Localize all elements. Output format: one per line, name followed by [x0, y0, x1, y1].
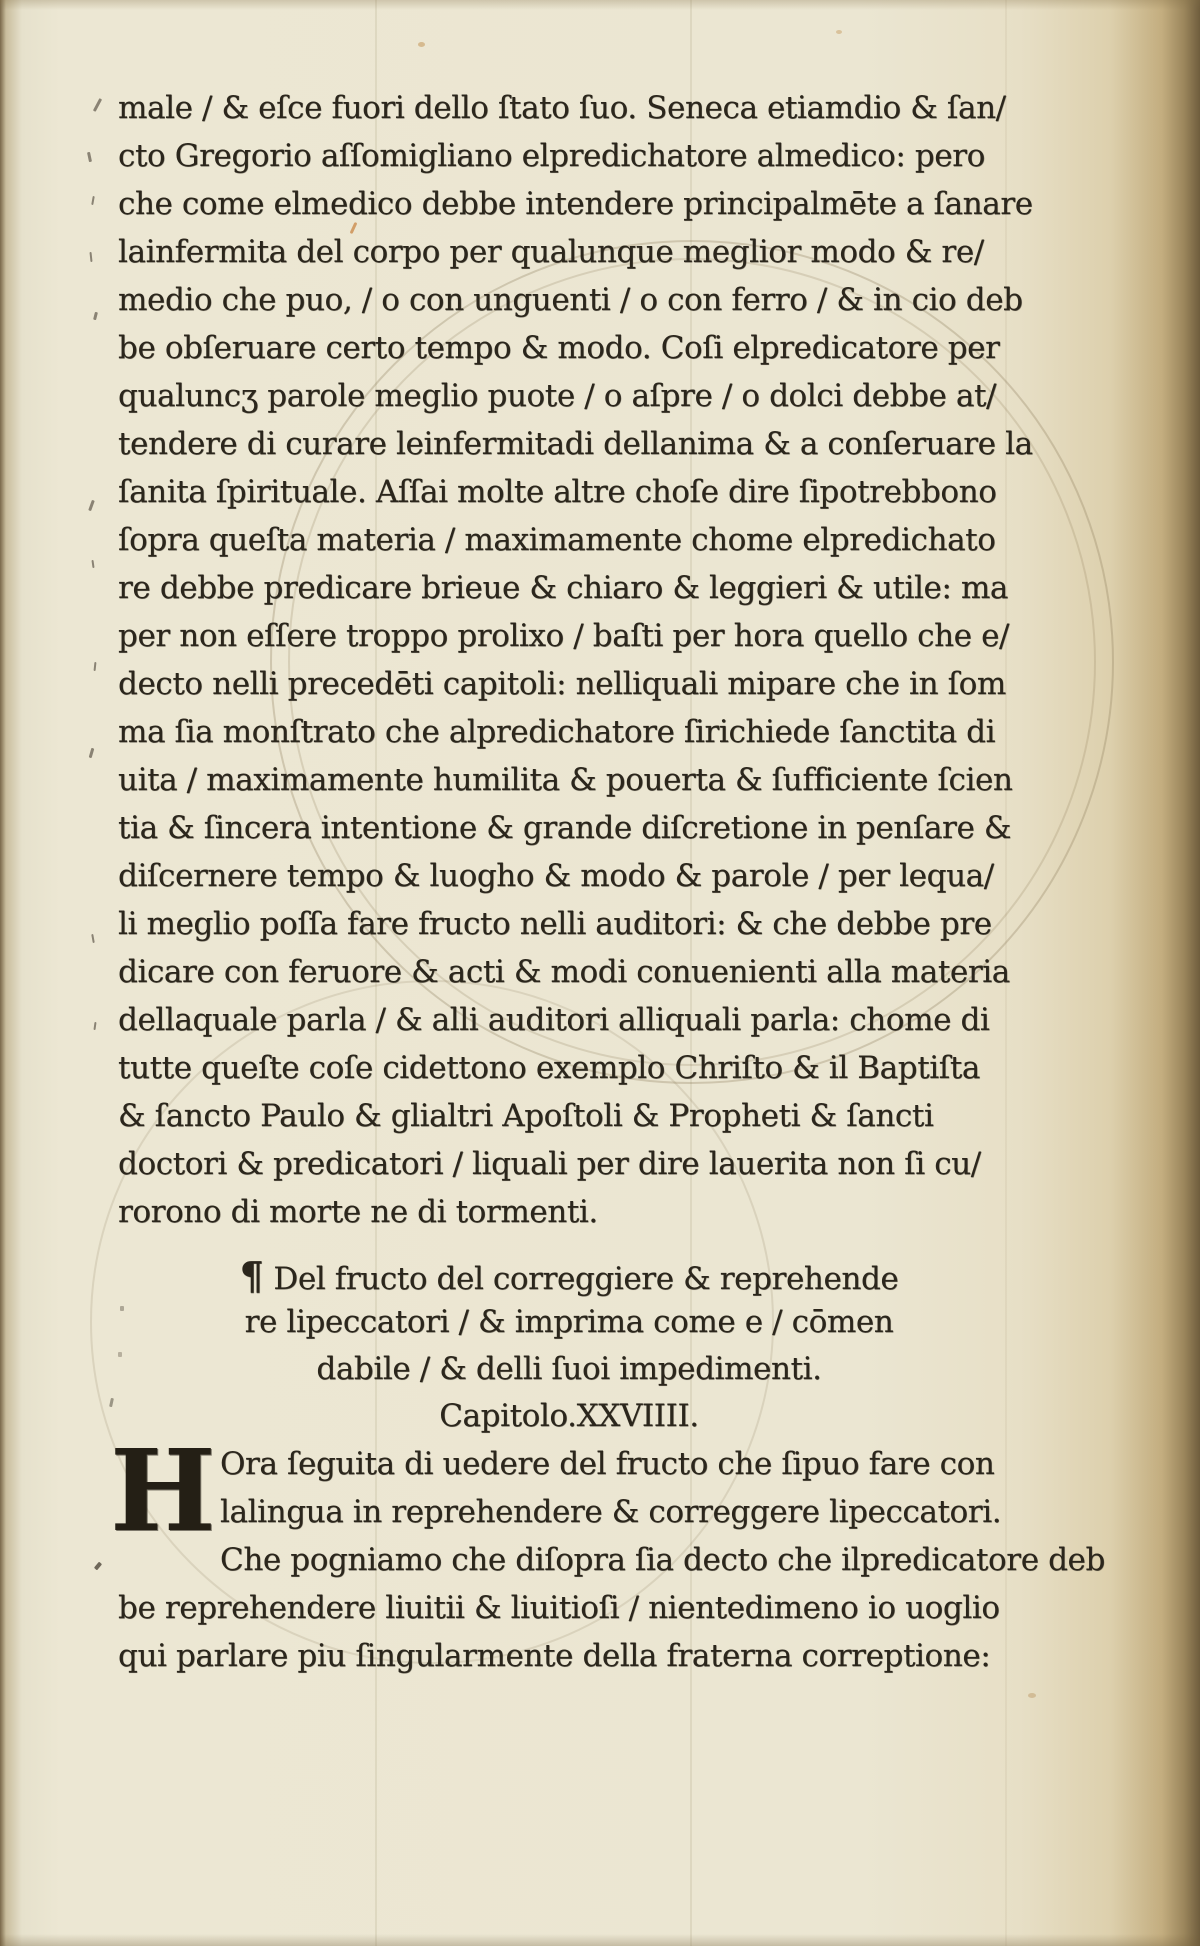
chapter-paragraph — [110, 1426, 1105, 1680]
text-line: tendere di curare leinfermitadi dellanima & a conſeruare la — [118, 426, 1033, 462]
margin-ink-mark — [93, 312, 98, 320]
text-line: dicare con feruore & acti & modi conuenienti alla materia — [118, 954, 1010, 990]
chapter-heading-line — [118, 1252, 1020, 1299]
text-line: ſopra queſta materia / maximamente chome elpredichato — [118, 522, 996, 558]
chapter-heading-line: re lipeccatori / & imprima come e / cōmen — [244, 1304, 894, 1340]
text-line: male / & eſce fuori dello ſtato ſuo. Seneca etiamdio & ſan/ — [118, 90, 1006, 126]
paper-speck — [418, 42, 425, 47]
margin-ink-mark — [89, 252, 92, 262]
margin-ink-mark — [91, 934, 95, 943]
chapter-heading — [118, 1252, 1020, 1440]
text-line: ſanita ſpirituale. Aſſai molte altre choſe dire ſipotrebbono — [118, 474, 997, 510]
margin-ink-mark — [93, 98, 102, 112]
text-line: Ora ſeguita di uedere del fructo che ſipuo fare con — [220, 1446, 995, 1482]
text-line: lalingua in reprehendere & correggere lipeccatori. — [220, 1494, 1002, 1530]
text-line: doctori & predicatori / liquali per dire lauerita non ſi cu/ — [118, 1146, 981, 1182]
text-line: qualuncʒ parole meglio puote / o aſpre / o dolci debbe at/ — [118, 378, 997, 414]
text-line: lainfermita del corpo per qualunque meglior modo & re/ — [118, 234, 984, 270]
chapter-heading-line: dabile / & delli ſuoi impedimenti. — [316, 1351, 822, 1387]
text-line: per non eſſere troppo prolixo / baſti per hora quello che e/ — [118, 618, 1010, 654]
text-line: tutte queſte coſe cidettono exemplo Chriſto & il Baptiſta — [118, 1050, 980, 1086]
margin-ink-mark — [91, 196, 95, 205]
text-line: li meglio poſſa fare fructo nelli auditori: & che debbe pre — [118, 906, 992, 942]
text-line: rorono di morte ne di tormenti. — [118, 1194, 598, 1230]
chapter-number-line: Capitolo.XXVIIII. — [439, 1398, 699, 1434]
text-line: re debbe predicare brieue & chiaro & leggieri & utile: ma — [118, 570, 1008, 606]
text-line: Che pogniamo che diſopra ſia decto che ilpredicatore deb — [220, 1542, 1105, 1578]
margin-ink-mark — [91, 560, 94, 568]
chapter-heading-text: Del fructo del correggiere & reprehende — [273, 1261, 899, 1297]
margin-ink-mark — [94, 662, 97, 671]
margin-ink-mark — [88, 500, 95, 511]
text-line: be obſeruare certo tempo & modo. Coſi elpredicatore per — [118, 330, 1000, 366]
text-line: diſcernere tempo & luogho & modo & parole / per lequa/ — [118, 858, 994, 894]
text-line: medio che puo, / o con unguenti / o con ferro / & in cio deb — [118, 282, 1023, 318]
margin-ink-mark — [93, 1022, 96, 1030]
margin-ink-mark — [94, 1562, 102, 1571]
text-column — [110, 84, 1105, 1680]
text-line: decto nelli precedēti capitoli: nelliquali mipare che in ſom — [118, 666, 1006, 702]
text-line: uita / maximamente humilita & pouerta & ſufficiente ſcien — [118, 762, 1013, 798]
text-line: dellaquale parla / & alli auditori alliquali parla: chome di — [118, 1002, 990, 1038]
text-line: qui parlare piu ſingularmente della fraterna correptione: — [118, 1638, 991, 1674]
pilcrow-mark: ¶ — [239, 1253, 264, 1298]
margin-ink-mark — [87, 152, 92, 162]
text-line: & ſancto Paulo & glialtri Apoſtoli & Propheti & ſancti — [118, 1098, 934, 1134]
text-line: tia & ſincera intentione & grande diſcretione in penſare & — [118, 810, 1012, 846]
text-line: ma ſia monſtrato che alpredichatore ſirichiede ſanctita di — [118, 714, 996, 750]
margin-ink-mark — [89, 748, 95, 758]
paper-speck — [836, 30, 842, 34]
text-line: be reprehendere liuitii & liuitioſi / nientedimeno io uoglio — [118, 1590, 1000, 1626]
paper-speck — [1028, 1693, 1036, 1698]
drop-cap-initial: H — [110, 1426, 216, 1557]
text-line: che come elmedico debbe intendere principalmēte a ſanare — [118, 186, 1033, 222]
text-line: cto Gregorio aſſomigliano elpredichatore almedico: pero — [118, 138, 985, 174]
